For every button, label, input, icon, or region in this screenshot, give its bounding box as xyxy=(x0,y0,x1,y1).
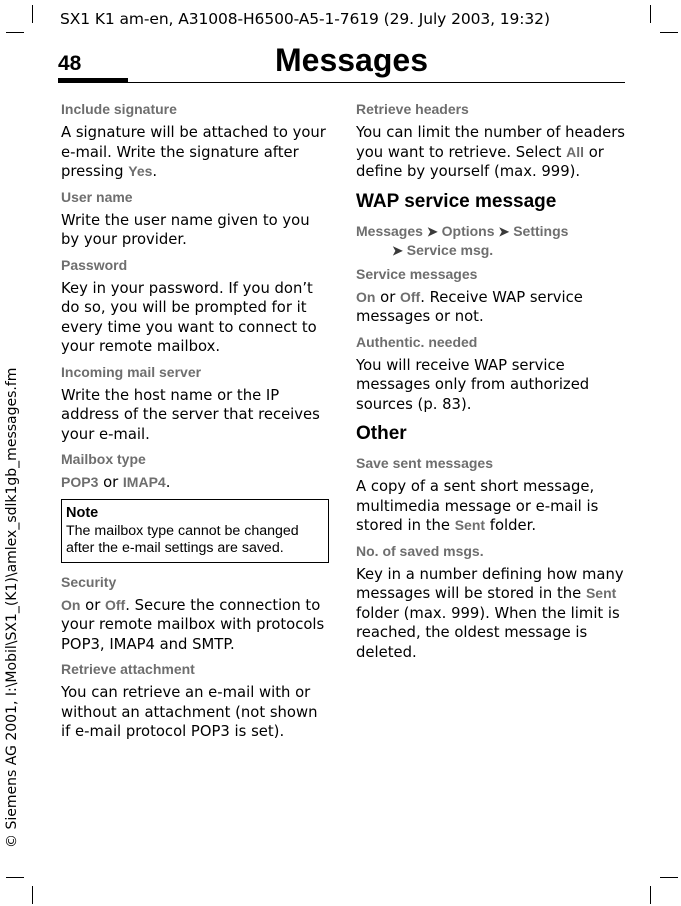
crop-mark xyxy=(660,32,678,33)
crop-mark xyxy=(650,886,651,904)
crop-mark xyxy=(32,886,33,904)
header-rule xyxy=(58,82,625,83)
right-column xyxy=(356,100,626,668)
folder-sent: Sent xyxy=(585,585,617,601)
arrow-icon: ➤ xyxy=(498,223,510,239)
label-no-of-saved-msgs: No. of saved msgs. xyxy=(356,542,484,559)
text-no-of-saved-msgs: Key in a number defining how many messages will be stored in the Sent folder (max. 999). When the limit is reached, the oldest message is deleted. xyxy=(356,565,624,661)
text-retrieve-attachment: You can retrieve an e-mail with or without an attachment (not shown if e-mail protocol POP3 is set). xyxy=(61,684,318,740)
option-on: On xyxy=(356,288,376,305)
arrow-icon: ➤ xyxy=(426,223,438,239)
label-incoming-mail-server: Incoming mail server xyxy=(61,363,202,380)
label-save-sent-messages: Save sent messages xyxy=(356,455,493,471)
label-mailbox-type: Mailbox type xyxy=(61,451,146,467)
path-messages: Messages xyxy=(356,222,423,239)
label-user-name: User name xyxy=(61,188,133,205)
text-save-sent-messages: A copy of a sent short message, multimedia message or e-mail is stored in the Sent folder. xyxy=(356,478,599,534)
option-imap4: IMAP4 xyxy=(122,474,166,490)
option-pop3: POP3 xyxy=(61,474,99,490)
text-retrieve-headers: You can limit the number of headers you want to retrieve. Select All or define by yourself (max. 999). xyxy=(356,124,625,180)
label-include-signature: Include signature xyxy=(61,101,177,117)
text-security: On or Off. Secure the connection to your remote mailbox with protocols POP3, IMAP4 and SMTP. xyxy=(61,596,325,653)
note-box xyxy=(61,499,329,563)
text-authentic-needed: You will receive WAP service messages only from authorized sources (p. 83). xyxy=(356,356,590,413)
label-service-messages: Service messages xyxy=(356,265,478,282)
heading-other: Other xyxy=(356,423,407,444)
text-user-name: Write the user name given to you by your provider. xyxy=(61,211,310,248)
label-retrieve-headers: Retrieve headers xyxy=(356,101,469,117)
left-column xyxy=(61,100,329,748)
crop-mark xyxy=(660,877,678,878)
text-password: Key in your password. If you don’t do so, you will be prompted for it every time you want to connect to your remote mailbox. xyxy=(61,279,317,355)
text-service-messages: On or Off. Receive WAP service messages or not. xyxy=(356,288,583,325)
menu-path xyxy=(356,222,626,260)
path-service-msg: Service msg. xyxy=(406,241,494,258)
page-number: 48 xyxy=(58,52,82,75)
option-off: Off xyxy=(400,288,421,305)
heading-wap-service-message: WAP service message xyxy=(356,190,557,212)
label-password: Password xyxy=(61,256,128,273)
option-off: Off xyxy=(105,596,126,613)
crop-mark xyxy=(650,5,651,23)
arrow-icon: ➤ xyxy=(392,242,403,258)
sidebar-copyright xyxy=(0,367,30,878)
running-header: SX1 K1 am-en, A31008-H6500-A5-1-7619 (29. July 2003, 19:32) xyxy=(60,10,550,28)
folder-sent: Sent xyxy=(454,517,486,533)
label-retrieve-attachment: Retrieve attachment xyxy=(61,661,195,677)
text-mailbox-type: POP3 or IMAP4. xyxy=(61,474,171,491)
crop-mark xyxy=(32,5,33,23)
label-security: Security xyxy=(61,573,117,590)
note-title: Note xyxy=(66,504,99,521)
path-settings: Settings xyxy=(513,222,569,239)
softkey-yes: Yes xyxy=(128,163,153,179)
crop-mark xyxy=(6,32,24,33)
text-incoming-mail-server: Write the host name or the IP address of the server that receives your e-mail. xyxy=(61,386,320,443)
path-options: Options xyxy=(441,222,495,239)
option-all: All xyxy=(566,143,584,160)
text-include-signature: A signature will be attached to your e-mail. Write the signature after pressing Yes. xyxy=(61,124,326,180)
label-authentic-needed: Authentic. needed xyxy=(356,333,478,350)
sidebar-text: © Siemens AG 2001, I:\Mobil\SX1_(K1)\amlex_sdlk1gb_messages.fm xyxy=(4,367,20,848)
option-on: On xyxy=(61,596,81,613)
page-title: Messages xyxy=(275,42,428,78)
note-body: The mailbox type cannot be changed after the e-mail settings are saved. xyxy=(66,522,299,556)
